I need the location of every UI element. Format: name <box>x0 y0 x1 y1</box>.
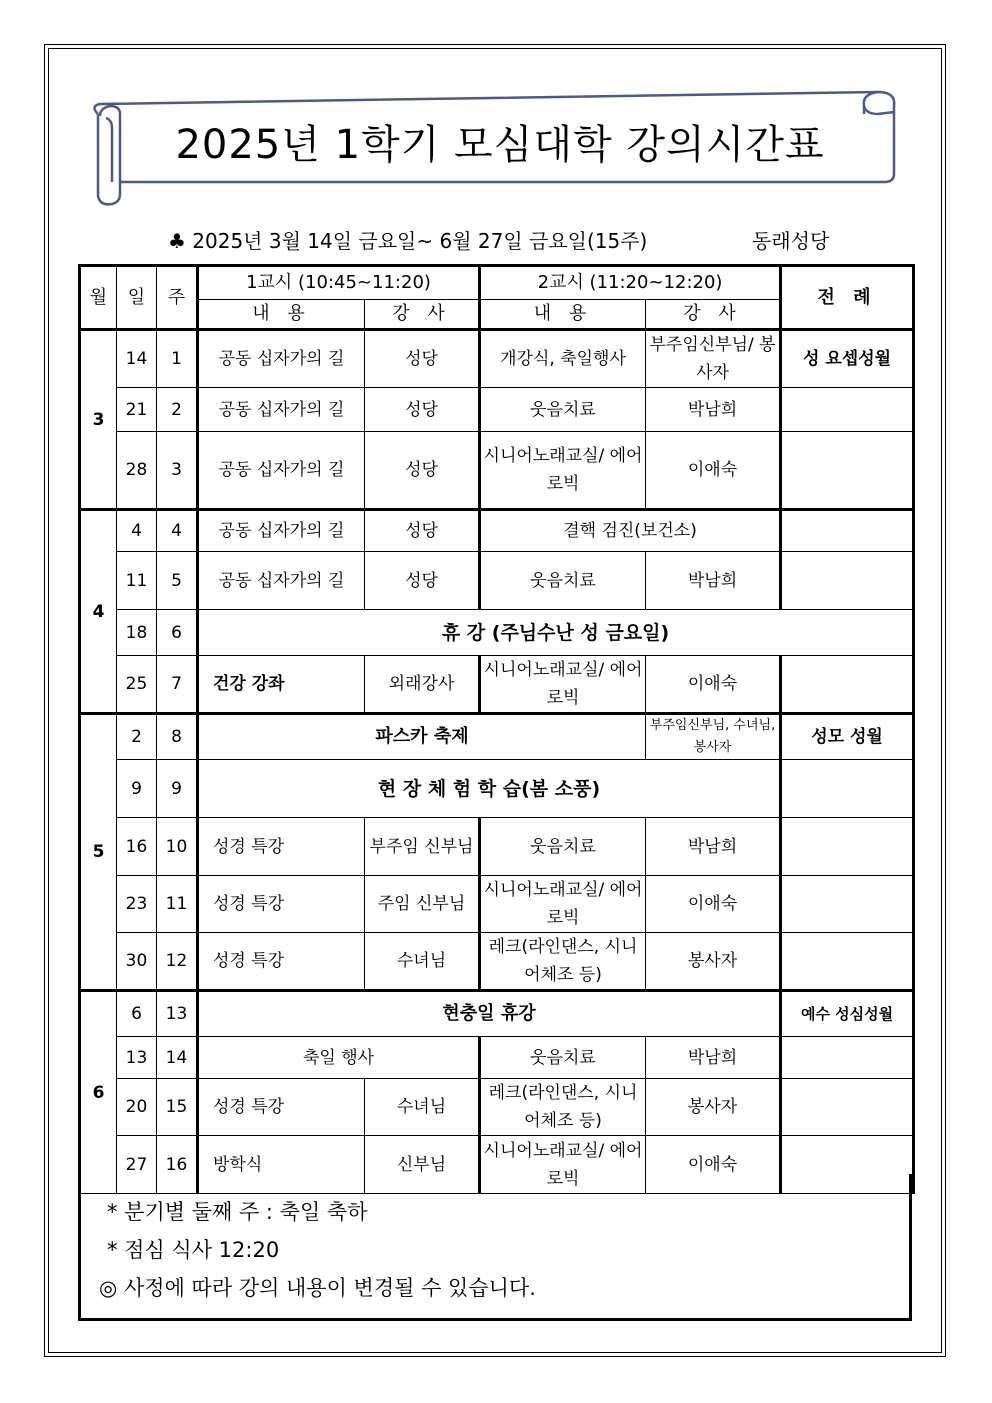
teacher1-cell: 외래강사 <box>365 656 480 714</box>
day-cell: 28 <box>117 432 157 510</box>
day-cell: 14 <box>117 330 157 388</box>
note-lunch: * 점심 식사 12:20 <box>107 1238 280 1262</box>
liturgy-cell <box>781 818 914 876</box>
teacher1-cell: 성당 <box>365 510 480 552</box>
day-cell: 2 <box>117 714 157 760</box>
week-cell: 2 <box>157 388 198 432</box>
teacher1-cell: 주임 신부님 <box>365 876 480 933</box>
teacher1-cell: 성당 <box>365 552 480 610</box>
teacher2-cell: 이애숙 <box>646 876 781 933</box>
teacher2-cell: 이애숙 <box>646 656 781 714</box>
content2-cell: 레크(라인댄스, 시니어체조 등) <box>480 1079 646 1136</box>
teacher2-cell: 박남희 <box>646 818 781 876</box>
day-cell: 23 <box>117 876 157 933</box>
week-cell: 15 <box>157 1079 198 1136</box>
liturgy-cell <box>781 552 914 610</box>
header-week: 주 <box>157 266 198 330</box>
day-cell: 20 <box>117 1079 157 1136</box>
content2-cell: 레크(라인댄스, 시니어체조 등) <box>480 933 646 991</box>
table-row <box>80 432 914 510</box>
content1-cell: 방학식 <box>198 1136 365 1194</box>
day-cell: 25 <box>117 656 157 714</box>
week-cell: 10 <box>157 818 198 876</box>
header-liturgy: 전 례 <box>781 266 914 330</box>
content1-cell: 축일 행사 <box>198 1037 480 1079</box>
table-row <box>80 1037 914 1079</box>
content1-cell: 공동 십자가의 길 <box>198 510 365 552</box>
week-cell: 12 <box>157 933 198 991</box>
teacher2-cell: 박남희 <box>646 388 781 432</box>
teacher2-cell: 부주임신부님, 수녀님,봉사자 <box>646 714 781 760</box>
week-cell: 6 <box>157 610 198 656</box>
content1-cell: 현 장 체 험 학 습(봄 소풍) <box>198 760 781 818</box>
month-cell: 5 <box>80 714 117 991</box>
table-row <box>80 714 914 760</box>
liturgy-cell: 성모 성월 <box>781 714 914 760</box>
content1-cell: 파스카 축제 <box>198 714 646 760</box>
teacher2-cell: 봉사자 <box>646 933 781 991</box>
content1-cell: 성경 특강 <box>198 818 365 876</box>
content2-cell: 시니어노래교실/ 에어로빅 <box>480 656 646 714</box>
liturgy-cell <box>781 432 914 510</box>
table-row <box>80 991 914 1037</box>
teacher2-cell: 박남희 <box>646 552 781 610</box>
liturgy-cell <box>781 510 914 552</box>
day-cell: 11 <box>117 552 157 610</box>
week-cell: 13 <box>157 991 198 1037</box>
day-cell: 18 <box>117 610 157 656</box>
table-row <box>80 818 914 876</box>
header-month: 월 <box>80 266 117 330</box>
table-row <box>80 388 914 432</box>
day-cell: 13 <box>117 1037 157 1079</box>
content2-cell: 시니어노래교실/ 에어로빅 <box>480 876 646 933</box>
teacher2-cell: 봉사자 <box>646 1079 781 1136</box>
week-cell: 1 <box>157 330 198 388</box>
teacher1-cell: 성당 <box>365 388 480 432</box>
week-cell: 3 <box>157 432 198 510</box>
holiday-cell: 휴 강 (주님수난 성 금요일) <box>198 610 914 656</box>
week-cell: 8 <box>157 714 198 760</box>
subtitle <box>168 226 848 256</box>
content2-cell: 웃음치료 <box>480 1037 646 1079</box>
teacher1-cell: 신부님 <box>365 1136 480 1194</box>
month-cell: 6 <box>80 991 117 1194</box>
header-content-2: 내 용 <box>480 300 646 330</box>
header-teacher-2: 강 사 <box>646 300 781 330</box>
notes-box <box>78 1174 912 1321</box>
liturgy-cell <box>781 1037 914 1079</box>
day-cell: 21 <box>117 388 157 432</box>
liturgy-cell: 예수 성심성월 <box>781 991 914 1037</box>
content1-cell: 성경 특강 <box>198 933 365 991</box>
week-cell: 7 <box>157 656 198 714</box>
content2-cell: 결핵 검진(보건소) <box>480 510 781 552</box>
table-row <box>80 610 914 656</box>
teacher1-cell: 성당 <box>365 330 480 388</box>
table-row <box>80 330 914 388</box>
church-name: 동래성당 <box>752 229 830 253</box>
liturgy-cell <box>781 933 914 991</box>
teacher1-cell: 수녀님 <box>365 933 480 991</box>
table-row <box>80 933 914 991</box>
content2-cell: 웃음치료 <box>480 388 646 432</box>
schedule-table <box>78 264 915 1194</box>
week-cell: 9 <box>157 760 198 818</box>
note-change: ◎ 사정에 따라 강의 내용이 변경될 수 있습니다. <box>99 1276 536 1300</box>
content2-cell: 웃음치료 <box>480 552 646 610</box>
day-cell: 9 <box>117 760 157 818</box>
content2-cell: 웃음치료 <box>480 818 646 876</box>
day-cell: 30 <box>117 933 157 991</box>
month-cell: 4 <box>80 510 117 714</box>
day-cell: 6 <box>117 991 157 1037</box>
week-cell: 14 <box>157 1037 198 1079</box>
content1-cell: 공동 십자가의 길 <box>198 432 365 510</box>
liturgy-cell <box>781 876 914 933</box>
header-day: 일 <box>117 266 157 330</box>
day-cell: 16 <box>117 818 157 876</box>
liturgy-cell <box>781 656 914 714</box>
content2-cell: 개강식, 축일행사 <box>480 330 646 388</box>
week-cell: 16 <box>157 1136 198 1194</box>
content1-cell: 건강 강좌 <box>198 656 365 714</box>
page-title: 2025년 1학기 모심대학 강의시간표 <box>175 122 825 168</box>
content1-cell: 현충일 휴강 <box>198 991 781 1037</box>
content1-cell: 공동 십자가의 길 <box>198 330 365 388</box>
content1-cell: 성경 특강 <box>198 876 365 933</box>
liturgy-cell <box>781 388 914 432</box>
content2-cell: 시니어노래교실/ 에어로빅 <box>480 1136 646 1194</box>
day-cell: 4 <box>117 510 157 552</box>
teacher2-cell: 이애숙 <box>646 432 781 510</box>
content1-cell: 성경 특강 <box>198 1079 365 1136</box>
week-cell: 11 <box>157 876 198 933</box>
note-feast: * 분기별 둘째 주 : 축일 축하 <box>107 1200 368 1224</box>
liturgy-cell: 성 요셉성월 <box>781 330 914 388</box>
teacher2-cell: 박남희 <box>646 1037 781 1079</box>
teacher1-cell: 성당 <box>365 432 480 510</box>
teacher1-cell: 부주임 신부님 <box>365 818 480 876</box>
day-cell: 27 <box>117 1136 157 1194</box>
table-row <box>80 876 914 933</box>
header-period1: 1교시 (10:45~11:20) <box>198 266 480 300</box>
header-row-main <box>80 266 914 300</box>
liturgy-cell <box>781 760 914 818</box>
teacher2-cell: 이애숙 <box>646 1136 781 1194</box>
table-row <box>80 1079 914 1136</box>
month-cell: 3 <box>80 330 117 510</box>
week-cell: 5 <box>157 552 198 610</box>
header-period2: 2교시 (11:20~12:20) <box>480 266 781 300</box>
header-content-1: 내 용 <box>198 300 365 330</box>
table-row <box>80 760 914 818</box>
week-cell: 4 <box>157 510 198 552</box>
teacher2-cell: 부주임신부님/ 봉사자 <box>646 330 781 388</box>
content2-cell: 시니어노래교실/ 에어로빅 <box>480 432 646 510</box>
table-row <box>80 552 914 610</box>
content1-cell: 공동 십자가의 길 <box>198 552 365 610</box>
header-teacher-1: 강 사 <box>365 300 480 330</box>
liturgy-cell <box>781 1079 914 1136</box>
teacher1-cell: 수녀님 <box>365 1079 480 1136</box>
table-row <box>80 656 914 714</box>
table-row <box>80 510 914 552</box>
content1-cell: 공동 십자가의 길 <box>198 388 365 432</box>
period-range: ♣ 2025년 3월 14일 금요일~ 6월 27일 금요일(15주) <box>168 229 648 253</box>
